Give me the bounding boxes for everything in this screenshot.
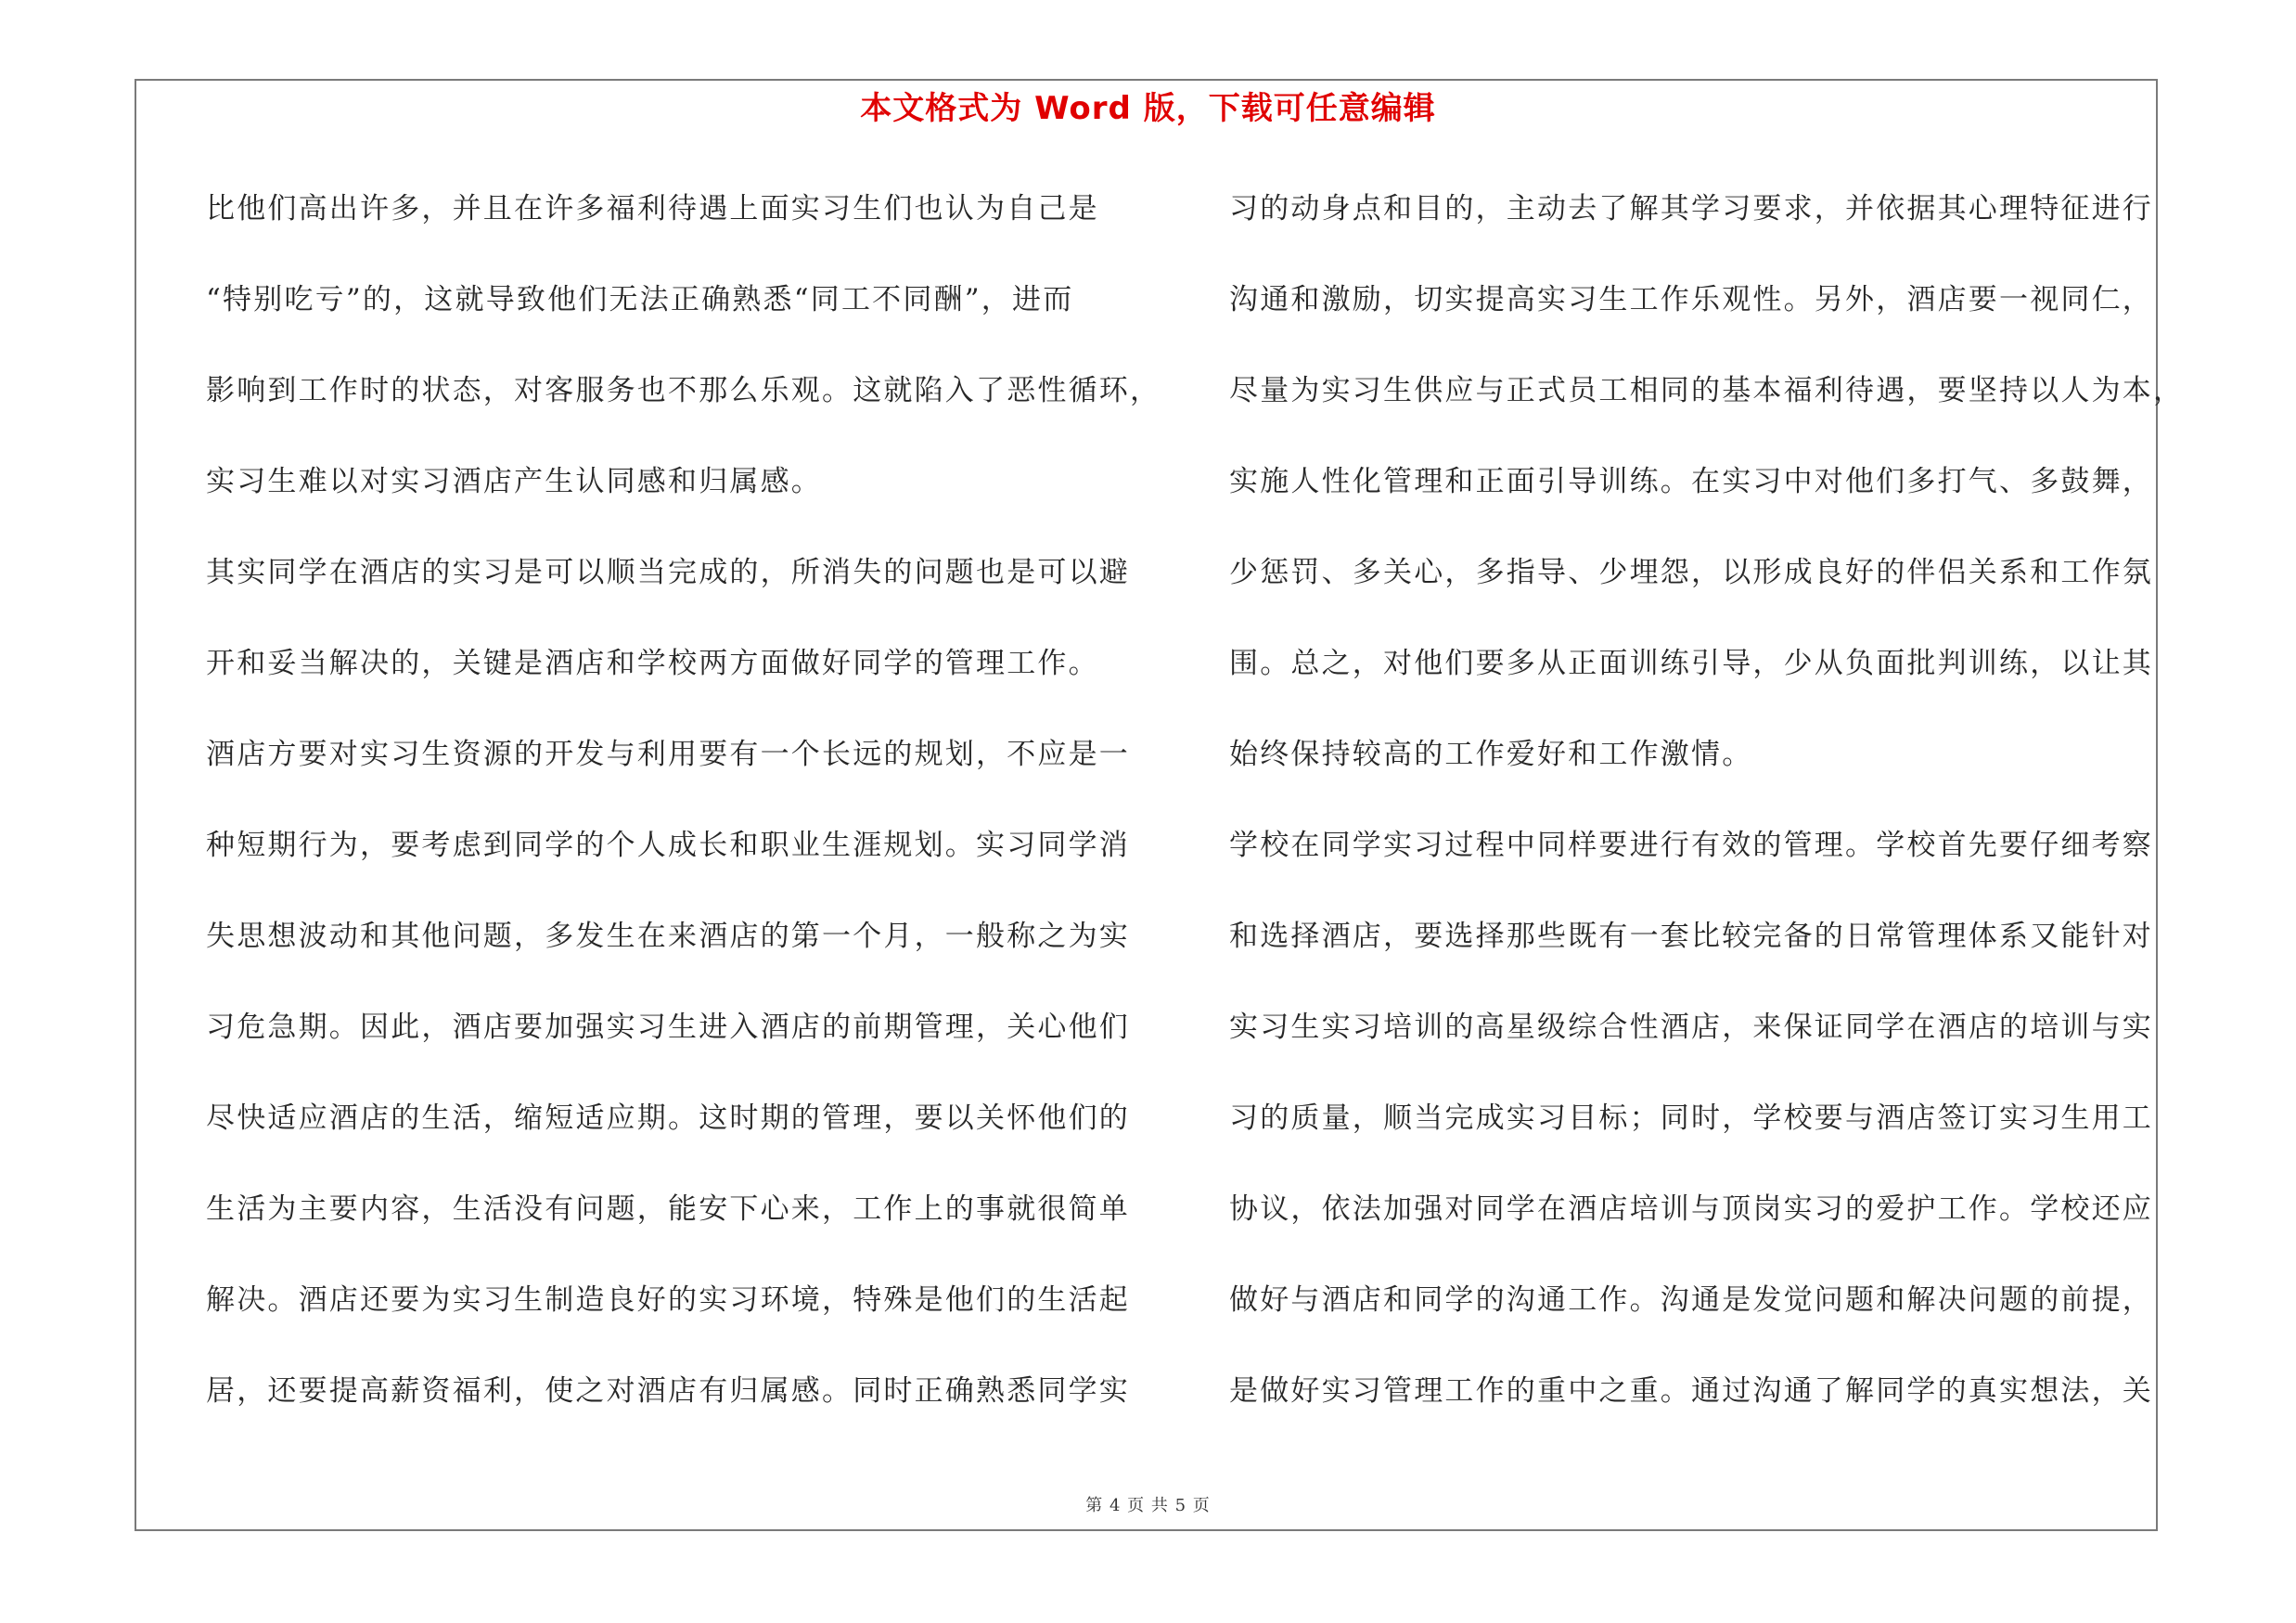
text-line: 居，还要提高薪资福利，使之对酒店有归属感。同时正确熟悉同学实 xyxy=(206,1374,1130,1408)
text-line: 实习生难以对实习酒店产生认同感和归属感。 xyxy=(206,465,822,498)
text-line: 围。总之，对他们要多从正面训练引导，少从负面批判训练，以让其 xyxy=(1229,647,2153,680)
text-line: 尽量为实习生供应与正式员工相同的基本福利待遇，要坚持以人为本， xyxy=(1229,374,2185,407)
text-line: 少惩罚、多关心，多指导、少埋怨，以形成良好的伴侣关系和工作氛 xyxy=(1229,556,2153,589)
page-number: 第 4 页 共 5 页 xyxy=(1085,1496,1211,1515)
text-line: 实施人性化管理和正面引导训练。在实习中对他们多打气、多鼓舞， xyxy=(1229,465,2153,498)
text-line: 失思想波动和其他问题，多发生在来酒店的第一个月，一般称之为实 xyxy=(206,920,1130,953)
text-line: 生活为主要内容，生活没有问题，能安下心来，工作上的事就很简单 xyxy=(206,1192,1130,1226)
text-line: 协议，依法加强对同学在酒店培训与顶岗实习的爱护工作。学校还应 xyxy=(1229,1192,2153,1226)
text-line: 习的质量，顺当完成实习目标；同时，学校要与酒店签订实习生用工 xyxy=(1229,1101,2153,1135)
text-line: 解决。酒店还要为实习生制造良好的实习环境，特殊是他们的生活起 xyxy=(206,1283,1130,1317)
text-line: 是做好实习管理工作的重中之重。通过沟通了解同学的真实想法，关 xyxy=(1229,1374,2153,1408)
text-line: 实习生实习培训的高星级综合性酒店，来保证同学在酒店的培训与实 xyxy=(1229,1011,2153,1044)
text-line: 始终保持较高的工作爱好和工作激情。 xyxy=(1229,738,1753,771)
text-line: 沟通和激励，切实提高实习生工作乐观性。另外，酒店要一视同仁， xyxy=(1229,283,2153,316)
left-column xyxy=(206,181,1161,1454)
text-line: 习的动身点和目的，主动去了解其学习要求，并依据其心理特征进行 xyxy=(1229,192,2153,225)
text-line: 种短期行为，要考虑到同学的个人成长和职业生涯规划。实习同学消 xyxy=(206,829,1130,862)
text-line: 尽快适应酒店的生活，缩短适应期。这时期的管理，要以关怀他们的 xyxy=(206,1101,1130,1135)
text-line: 酒店方要对实习生资源的开发与利用要有一个长远的规划，不应是一 xyxy=(206,738,1130,771)
text-line: “特别吃亏”的，这就导致他们无法正确熟悉“同工不同酬”，进而 xyxy=(206,283,1074,316)
text-line: 学校在同学实习过程中同样要进行有效的管理。学校首先要仔细考察 xyxy=(1229,829,2153,862)
right-column xyxy=(1229,181,2185,1454)
text-line: 开和妥当解决的，关键是酒店和学校两方面做好同学的管理工作。 xyxy=(206,647,1099,680)
text-line: 和选择酒店，要选择那些既有一套比较完备的日常管理体系又能针对 xyxy=(1229,920,2153,953)
text-line: 其实同学在酒店的实习是可以顺当完成的，所消失的问题也是可以避 xyxy=(206,556,1130,589)
text-line: 习危急期。因此，酒店要加强实习生进入酒店的前期管理，关心他们 xyxy=(206,1011,1130,1044)
text-line: 影响到工作时的状态，对客服务也不那么乐观。这就陷入了恶性循环， xyxy=(206,374,1161,407)
format-notice-banner: 本文格式为 Word 版，下载可任意编辑 xyxy=(860,90,1436,127)
text-line: 比他们高出许多，并且在许多福利待遇上面实习生们也认为自己是 xyxy=(206,192,1099,225)
text-line: 做好与酒店和同学的沟通工作。沟通是发觉问题和解决问题的前提， xyxy=(1229,1283,2153,1317)
